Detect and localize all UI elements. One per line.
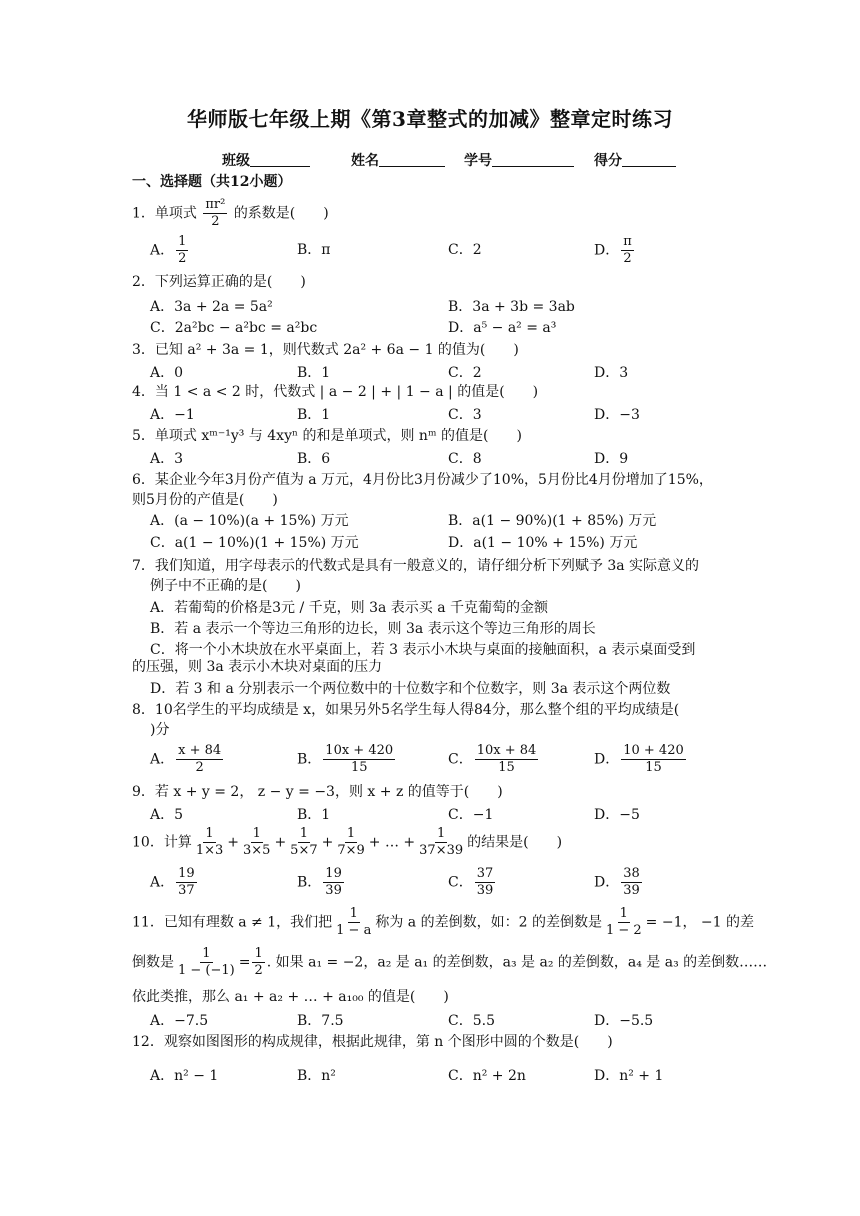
q1-tail: 的系数是( ) [233, 205, 329, 222]
q4-option-b[interactable]: B．1 [297, 407, 331, 423]
q5-option-a[interactable]: A．3 [150, 451, 184, 467]
q4-option-d[interactable]: D．−3 [594, 407, 640, 423]
q5-option-d[interactable]: D．9 [594, 451, 629, 467]
q12-option-a[interactable]: A．n² − 1 [150, 1068, 219, 1084]
q3-option-a[interactable]: A．0 [150, 365, 184, 381]
question-11-line-1: 11．已知有理数 a ≠ 1，我们把 $\frac{1}{1 - a}$ 称为 a 的差倒数，如：2 的差倒数是 $\frac{1}{1 - 2}$ = −1， −1 的差 [132, 906, 755, 938]
question-7-line-2: 例子中不正确的是( ) [150, 578, 301, 594]
class-blank[interactable] [250, 152, 310, 167]
class-field [222, 150, 310, 170]
question-6-line-2: 则5月份的产值是( ) [132, 492, 278, 508]
question-6-line-1: 6．某企业今年3月份产值为 a 万元，4月份比3月份减少了10%，5月份比4月份增加了15%， [132, 472, 713, 488]
question-7-line-1: 7．我们知道，用字母表示的代数式是具有一般意义的，请仔细分析下列赋予 3a 实际意义的 [132, 558, 700, 574]
score-field [594, 150, 676, 170]
id-label: 学号 [464, 153, 492, 169]
q8-option-d[interactable]: D． $\frac{10 + 420}{15}$ [594, 743, 684, 775]
q7-option-c[interactable]: C．将一个小木块放在水平桌面上，若 3 表示小木块与桌面的接触面积，a 表示桌面受到 [150, 642, 696, 658]
q2-option-a[interactable]: A．3a + 2a = 5a² [150, 299, 273, 315]
q7-option-c-cont: 的压强，则 3a 表示小木块对桌面的压力 [132, 659, 383, 675]
q7-option-b[interactable]: B．若 a 表示一个等边三角形的边长，则 3a 表示这个等边三角形的周长 [150, 621, 596, 637]
q2-option-b[interactable]: B．3a + 3b = 3ab [448, 299, 575, 315]
question-1 [132, 197, 329, 230]
q12-option-c[interactable]: C．n² + 2n [448, 1068, 526, 1084]
q5-option-b[interactable]: B．6 [297, 451, 331, 467]
name-blank[interactable] [379, 152, 445, 167]
q6-option-a[interactable]: A．(a − 10%)(a + 15%) 万元 [150, 513, 349, 529]
q2-option-d[interactable]: D．a⁵ − a² = a³ [448, 320, 557, 336]
question-12: 12．观察如图图形的构成规律，根据此规律，第 n 个图形中圆的个数是( ) [132, 1034, 613, 1050]
q7-option-d[interactable]: D．若 3 和 a 分别表示一个两位数中的十位数字和个位数字，则 3a 表示这个两位数 [150, 681, 671, 697]
score-blank[interactable] [622, 152, 676, 167]
q12-option-d[interactable]: D．n² + 1 [594, 1068, 664, 1084]
q4-option-a[interactable]: A．−1 [150, 407, 195, 423]
q8-option-a[interactable]: A． $\frac{x + 84}{2}$ [150, 743, 222, 775]
q10-option-b[interactable]: B． $\frac{19}{39}$ [297, 866, 342, 898]
q1-stem: 1．单项式 [132, 205, 197, 222]
score-label: 得分 [594, 153, 622, 169]
q10-option-d[interactable]: D． $\frac{38}{39}$ [594, 866, 640, 898]
q8-option-c[interactable]: C． $\frac{10x + 84}{15}$ [448, 743, 537, 775]
question-8-line-2: )分 [150, 722, 170, 738]
q10-option-a[interactable]: A． $\frac{19}{37}$ [150, 866, 195, 898]
q11-option-a[interactable]: A．−7.5 [150, 1013, 209, 1029]
question-2: 2．下列运算正确的是( ) [132, 274, 306, 290]
q8-option-b[interactable]: B． $\frac{10x + 420}{15}$ [297, 743, 394, 775]
q9-option-d[interactable]: D．−5 [594, 807, 640, 823]
q11-option-d[interactable]: D．−5.5 [594, 1013, 654, 1029]
q3-option-c[interactable]: C．2 [448, 365, 482, 381]
q10-option-c[interactable]: C． $\frac{37}{39}$ [448, 866, 494, 898]
q1-option-a[interactable]: A． $\frac{1}{2}$ [150, 234, 187, 266]
q2-option-c[interactable]: C．2a²bc − a²bc = a²bc [150, 320, 318, 336]
id-field [464, 150, 574, 170]
question-3: 3．已知 a² + 3a = 1，则代数式 2a² + 6a − 1 的值为( ) [132, 342, 519, 358]
q9-option-a[interactable]: A．5 [150, 807, 184, 823]
question-11-line-3: 依此类推，那么 a₁ + a₂ + … + a₁₀₀ 的值是( ) [132, 989, 449, 1005]
q7-option-a[interactable]: A．若葡萄的价格是3元 / 千克，则 3a 表示买 a 千克葡萄的金额 [150, 600, 549, 616]
q6-option-d[interactable]: D．a(1 − 10% + 15%) 万元 [448, 535, 638, 551]
question-9: 9．若 x + y = 2， z − y = −3，则 x + z 的值等于( ) [132, 784, 503, 800]
q9-option-b[interactable]: B．1 [297, 807, 331, 823]
id-blank[interactable] [492, 152, 574, 167]
question-10: 10．计算 $\frac{1}{1\times 3}$ + $\frac{1}{3\times 5}$ + $\frac{1}{5\times 7}$ + $\frac{1}{7\times 9}$ + … + $\frac{1}{37\times 39}$ 的结果是( ) [132, 826, 563, 858]
q5-option-c[interactable]: C．8 [448, 451, 482, 467]
section-heading: 一、选择题（共12小题） [132, 174, 292, 190]
q12-option-b[interactable]: B．n² [297, 1068, 336, 1084]
q9-option-c[interactable]: C．−1 [448, 807, 494, 823]
name-label: 姓名 [351, 153, 379, 169]
question-11-line-2: 倒数是 $\frac{1}{1 - (-1)}$ = $\frac{1}{2}$ . 如果 a₁ = −2，a₂ 是 a₁ 的差倒数，a₃ 是 a₂ 的差倒数，a₄ 是 a₃ 的差倒数…… [132, 946, 768, 978]
q1-option-b[interactable]: B．π [297, 242, 331, 258]
question-8-line-1: 8．10名学生的平均成绩是 x，如果另外5名学生每人得84分，那么整个组的平均成绩是( [132, 702, 680, 718]
q11-option-b[interactable]: B．7.5 [297, 1013, 344, 1029]
q11-option-c[interactable]: C．5.5 [448, 1013, 495, 1029]
q4-option-c[interactable]: C．3 [448, 407, 482, 423]
q1-fraction: $\frac{\text{πr²}}{2}$ [205, 197, 226, 229]
q1-option-d[interactable]: D． $\frac{\pi}{2}$ [594, 234, 632, 266]
q1-option-c[interactable]: C．2 [448, 242, 482, 258]
q6-option-b[interactable]: B．a(1 − 90%)(1 + 85%) 万元 [448, 513, 657, 529]
question-4: 4．当 1 < a < 2 时，代数式 | a − 2 | + | 1 − a | 的值是( ) [132, 384, 539, 400]
q3-option-b[interactable]: B．1 [297, 365, 331, 381]
class-label: 班级 [222, 153, 250, 169]
name-field [351, 150, 445, 170]
q6-option-c[interactable]: C．a(1 − 10%)(1 + 15%) 万元 [150, 535, 359, 551]
q3-option-d[interactable]: D．3 [594, 365, 629, 381]
question-5: 5．单项式 xᵐ⁻¹y³ 与 4xyⁿ 的和是单项式，则 nᵐ 的值是( ) [132, 428, 522, 444]
page-title: 华师版七年级上期《第3章整式的加减》整章定时练习 [187, 107, 673, 131]
